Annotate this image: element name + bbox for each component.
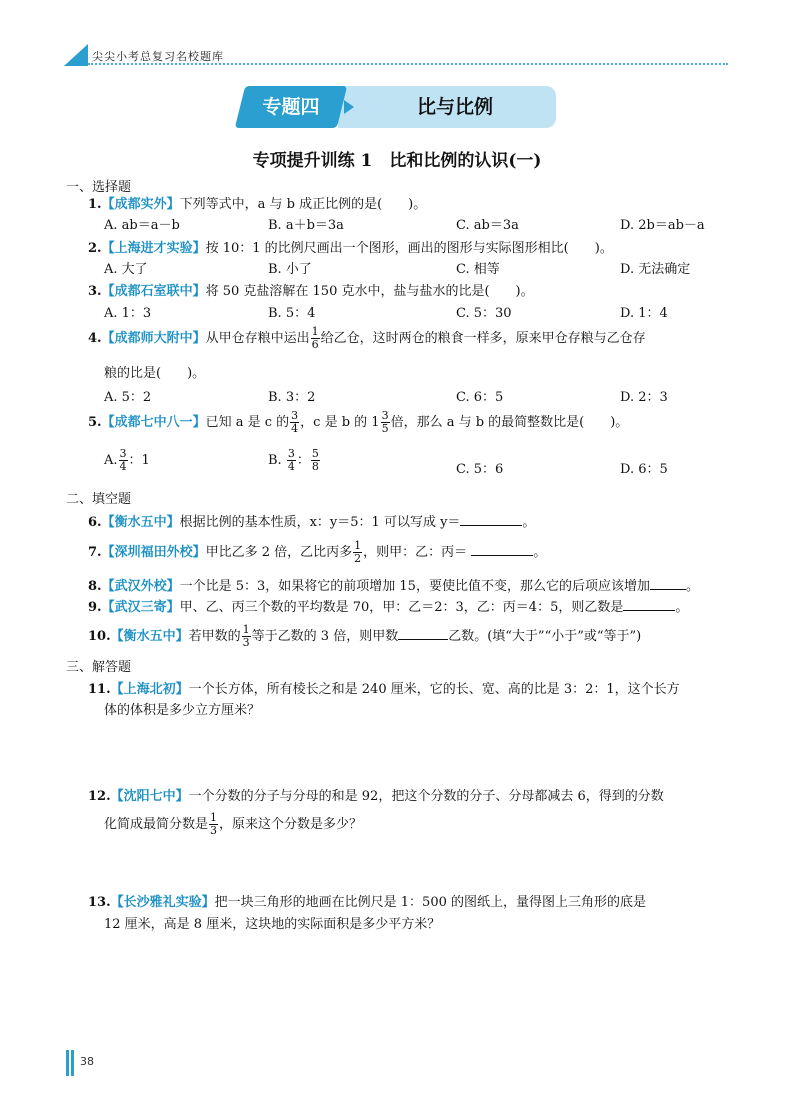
question-text: ，则甲：乙：丙＝ [363,545,468,560]
question-number: 6. [88,515,102,530]
question-4 [88,326,646,351]
question-source: 【深圳福田外校】 [101,545,206,560]
question-number: 12. [88,789,111,804]
question-number: 3. [88,284,102,299]
play-arrow-icon [344,100,354,114]
page-title: 专项提升训练 1 比和比例的认识(一) [252,151,542,171]
question-text: 给乙仓，这时两仓的粮食一样多，原来甲仓存粮与乙仓存 [320,331,646,346]
q4-option-b: B. 3：2 [268,390,316,405]
question-text: 按 10：1 的比例尺画出一个图形，画出的图形与实际图形相比( )。 [205,241,613,256]
q5-option-c: C. 5：6 [456,462,504,477]
question-text: 等于乙数的 3 倍，则甲数 [251,629,399,644]
question-source: 【衡水五中】 [101,515,180,530]
fraction: $\frac{1}{6}$ [311,325,319,351]
q1-option-d: D. 2b＝ab－a [620,218,705,233]
fraction: $\frac{1}{2}$ [354,539,362,565]
question-text: 把一块三角形的地画在比例尺是 1：500 的图纸上，量得图上三角形的底是 [214,895,646,910]
q2-option-a: A. 大了 [104,262,148,277]
question-6: 6.【衡水五中】根据比例的基本性质，x：y＝5：1 可以写成 y＝ 。 [88,515,536,530]
question-text: 从甲仓存粮中运出 [205,331,310,346]
question-text: 一个长方体，所有棱长之和是 240 厘米，它的长、宽、高的比是 3：2：1，这个长方 [188,682,680,697]
question-text: 乙数。(填“大于”“小于”或“等于”) [448,629,642,644]
q2-option-d: D. 无法确定 [620,262,691,277]
corner-triangle-decoration [64,44,88,66]
question-text: 甲比乙多 2 倍，乙比丙多 [205,545,353,560]
q5-option-b: B. $\frac{3}{4}$ ： $\frac{5}{8}$ [268,447,319,473]
question-1 [88,193,426,212]
q1-option-b: B. a＋b＝3a [268,218,344,233]
question-text: 根据比例的基本性质，x：y＝5：1 可以写成 y＝ [179,515,461,530]
question-text: 下列等式中，a 与 b 成正比例的是( )。 [179,197,427,212]
q5-option-a: A. $\frac{3}{4}$ ：1 [104,447,150,473]
question-4-cont: 粮的比是( )。 [104,366,206,381]
answer-blank[interactable] [623,598,675,611]
question-number: 10. [88,629,111,644]
q3-option-a: A. 1：3 [104,306,152,321]
question-5 [88,410,628,435]
section-choice: 一、选择题 [66,180,132,195]
question-12 [88,785,664,804]
question-number: 2. [88,241,102,256]
fraction: $\frac{3}{5}$ [381,409,389,435]
q1-option-c: C. ab＝3a [456,218,519,233]
question-source: 【成都石室联中】 [101,284,206,299]
question-2 [88,237,613,256]
answer-blank[interactable] [471,543,533,556]
question-text: ，c 是 b 的 1 [300,415,380,430]
question-number: 5. [88,415,102,430]
question-text: 化简成最简分数是 [104,817,209,832]
question-source: 【成都师大附中】 [101,331,206,346]
question-text: 将 50 克盐溶解在 150 克水中，盐与盐水的比是( )。 [205,284,534,299]
topic-label: 专题四 [262,96,320,118]
footer-bar-decoration [66,1050,69,1076]
question-source: 【上海北初】 [110,682,189,697]
q3-option-b: B. 5：4 [268,306,316,321]
question-number: 13. [88,895,111,910]
question-3 [88,280,534,299]
question-source: 【衡水五中】 [110,629,189,644]
question-text: 若甲数的 [188,629,241,644]
q2-option-b: B. 小了 [268,262,312,277]
question-8: 8.【武汉外校】一个比是 5：3，如果将它的前项增加 15，要使比值不变，那么它的后项应该增加 。 [88,579,699,594]
section-solve: 三、解答题 [66,660,132,675]
question-number: 11. [88,682,111,697]
q3-option-d: D. 1：4 [620,306,668,321]
question-text: 甲、乙、丙三个数的平均数是 70，甲：乙＝2：3，乙：丙＝4：5，则乙数是 [179,600,624,615]
fraction: $\frac{1}{3}$ [210,811,218,837]
question-7: 7.【深圳福田外校】甲比乙多 2 倍，乙比丙多 $\frac{1}{2}$ ，则甲：乙：丙＝ 。 [88,539,547,565]
header-divider [88,63,728,65]
question-number: 8. [88,579,102,594]
q2-option-c: C. 相等 [456,262,500,277]
question-source: 【上海进才实验】 [101,241,206,256]
answer-blank[interactable] [650,577,686,590]
question-text: 倍，那么 a 与 b 的最简整数比是( )。 [390,415,629,430]
q5-option-d: D. 6：5 [620,462,668,477]
question-13 [88,891,646,910]
answer-blank[interactable] [398,627,448,640]
question-text: 一个分数的分子与分母的和是 92，把这个分数的分子、分母都减去 6，得到的分数 [188,789,664,804]
question-text: 已知 a 是 c 的 [205,415,290,430]
question-source: 【成都七中八一】 [101,415,206,430]
page-number: 38 [80,1055,94,1068]
question-source: 【长沙雅礼实验】 [110,895,215,910]
q4-option-a: A. 5：2 [104,390,152,405]
section-fill-blank: 二、填空题 [66,492,132,507]
question-11-cont: 体的体积是多少立方厘米？ [104,703,261,718]
question-source: 【武汉外校】 [101,579,180,594]
question-13-cont: 12 厘米，高是 8 厘米，这块地的实际面积是多少平方米？ [104,917,441,932]
fraction: $\frac{1}{3}$ [242,623,250,649]
topic-name: 比与比例 [416,96,493,118]
question-source: 【成都实外】 [101,197,180,212]
answer-blank[interactable] [460,513,522,526]
series-title: 尖尖小考总复习名校题库 [92,50,224,63]
question-12-cont [104,812,362,837]
question-number: 7. [88,545,102,560]
question-source: 【沈阳七中】 [110,789,189,804]
q3-option-c: C. 5：30 [456,306,512,321]
question-source: 【武汉三寄】 [101,600,180,615]
question-number: 4. [88,331,102,346]
q4-option-c: C. 6：5 [456,390,504,405]
question-9: 9.【武汉三寄】甲、乙、丙三个数的平均数是 70，甲：乙＝2：3，乙：丙＝4：5，则乙数是 。 [88,600,689,615]
fraction: $\frac{3}{4}$ [291,409,299,435]
question-text: ，原来这个分数是多少？ [219,817,363,832]
question-11 [88,678,680,697]
question-number: 9. [88,600,102,615]
q4-option-d: D. 2：3 [620,390,668,405]
question-text: 一个比是 5：3，如果将它的前项增加 15，要使比值不变，那么它的后项应该增加 [179,579,650,594]
footer-bar-decoration [71,1050,74,1076]
question-number: 1. [88,197,102,212]
question-10 [88,624,641,649]
q1-option-a: A. ab＝a－b [104,218,180,233]
